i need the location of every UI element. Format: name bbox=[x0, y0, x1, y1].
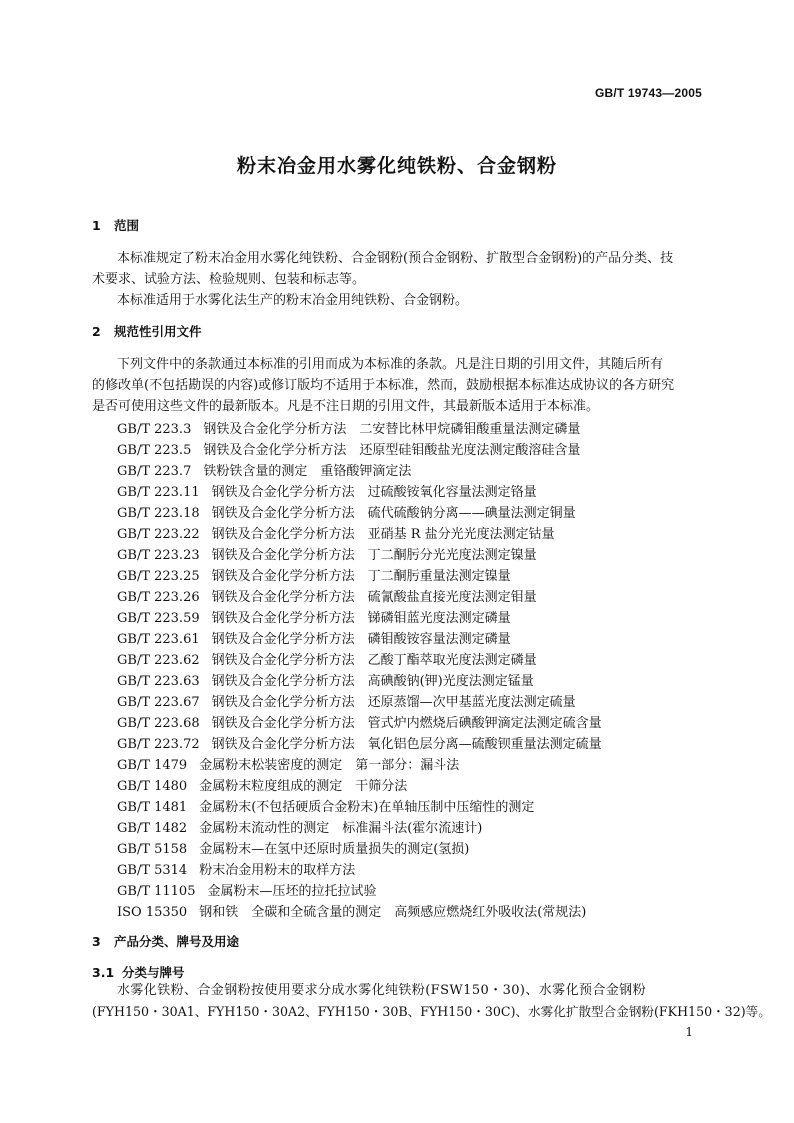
reference-title: 钢和铁 全碳和全硫含量的测定 高频感应燃烧红外吸收法(常规法) bbox=[199, 905, 587, 920]
reference-code: GB/T 223.59 bbox=[117, 611, 200, 626]
reference-code: GB/T 5158 bbox=[117, 842, 188, 857]
reference-item bbox=[117, 607, 511, 626]
reference-item bbox=[117, 439, 580, 458]
reference-title: 钢铁及合金化学分析方法 磷钼酸铵容量法测定磷量 bbox=[211, 632, 511, 647]
reference-item bbox=[117, 586, 537, 605]
reference-title: 钢铁及合金化学分析方法 过硫酸铵氧化容量法测定铬量 bbox=[211, 485, 537, 500]
paragraph-scope-line-2: 术要求、试验方法、检验规则、包装和标志等。 bbox=[92, 272, 366, 287]
reference-item bbox=[117, 502, 576, 521]
section-title: 产品分类、牌号及用途 bbox=[114, 934, 240, 949]
document-title: 粉末冶金用水雾化纯铁粉、合金钢粉 bbox=[236, 155, 557, 177]
reference-item bbox=[117, 775, 407, 794]
section-title: 分类与牌号 bbox=[122, 965, 185, 980]
reference-code: GB/T 1481 bbox=[117, 800, 188, 815]
section-title: 规范性引用文件 bbox=[114, 324, 202, 339]
reference-item bbox=[117, 754, 459, 773]
reference-title: 钢铁及合金化学分析方法 锑磷钼蓝光度法测定磷量 bbox=[211, 611, 511, 626]
section-number: 3 bbox=[92, 934, 101, 949]
reference-code: GB/T 223.22 bbox=[117, 527, 200, 542]
reference-title: 金属粉末(不包括硬质合金粉末)在单轴压制中压缩性的测定 bbox=[199, 800, 535, 815]
reference-code: GB/T 223.25 bbox=[117, 569, 200, 584]
reference-title: 钢铁及合金化学分析方法 二安替比林甲烷磷钼酸重量法测定磷量 bbox=[203, 422, 581, 437]
reference-title: 钢铁及合金化学分析方法 还原蒸馏—次甲基蓝光度法测定硫量 bbox=[211, 695, 576, 710]
section-number: 3.1 bbox=[92, 965, 115, 980]
reference-code: GB/T 223.62 bbox=[117, 653, 200, 668]
reference-item bbox=[117, 880, 377, 899]
reference-title: 钢铁及合金化学分析方法 还原型硅钼酸盐光度法测定酸溶硅含量 bbox=[203, 443, 581, 458]
section-number: 1 bbox=[92, 218, 101, 233]
reference-item bbox=[117, 796, 534, 815]
reference-title: 钢铁及合金化学分析方法 丁二酮肟分光光度法测定镍量 bbox=[211, 548, 537, 563]
reference-item bbox=[117, 481, 537, 500]
paragraph-classification-line-1: 水雾化铁粉、合金钢粉按使用要求分成水雾化纯铁粉(FSW150・30)、水雾化预合金钢粉 bbox=[117, 983, 646, 998]
reference-title: 金属粉末—在氢中还原时质量损失的测定(氢损) bbox=[199, 842, 470, 857]
reference-code: GB/T 223.23 bbox=[117, 548, 200, 563]
section-2-heading bbox=[92, 322, 202, 340]
section-number: 2 bbox=[92, 324, 101, 339]
reference-code: GB/T 1479 bbox=[117, 758, 188, 773]
reference-title: 粉末冶金用粉末的取样方法 bbox=[199, 863, 356, 878]
reference-title: 铁粉铁含量的测定 重铬酸钾滴定法 bbox=[203, 464, 412, 479]
section-3-1-heading bbox=[92, 963, 185, 981]
reference-code: GB/T 11105 bbox=[117, 884, 196, 899]
paragraph-normative-line-1: 下列文件中的条款通过本标准的引用而成为本标准的条款。凡是注日期的引用文件，其随后所有 bbox=[117, 357, 664, 372]
reference-item bbox=[117, 712, 602, 731]
page-number: 1 bbox=[685, 1025, 693, 1039]
reference-code: GB/T 223.72 bbox=[117, 737, 200, 752]
paragraph-scope-line-1: 本标准规定了粉末冶金用水雾化纯铁粉、合金钢粉(预合金钢粉、扩散型合金钢粉)的产品分类、技 bbox=[117, 251, 674, 266]
reference-code: GB/T 223.11 bbox=[117, 485, 200, 500]
reference-item bbox=[117, 628, 511, 647]
paragraph-normative-line-3: 是否可使用这些文件的最新版本。凡是不注日期的引用文件，其最新版本适用于本标准。 bbox=[92, 399, 600, 414]
reference-item bbox=[117, 859, 355, 878]
reference-title: 钢铁及合金化学分析方法 高碘酸钠(钾)光度法测定锰量 bbox=[211, 674, 534, 689]
reference-code: GB/T 223.63 bbox=[117, 674, 200, 689]
reference-item bbox=[117, 901, 586, 920]
reference-item bbox=[117, 418, 580, 437]
reference-code: GB/T 1480 bbox=[117, 779, 188, 794]
reference-code: GB/T 223.68 bbox=[117, 716, 200, 731]
paragraph-normative-line-2: 的修改单(不包括勘误的内容)或修订版均不适用于本标准，然而，鼓励根据本标准达成协议的各方研究 bbox=[92, 378, 675, 393]
section-title: 范围 bbox=[114, 218, 140, 233]
reference-title: 金属粉末流动性的测定 标准漏斗法(霍尔流速计) bbox=[199, 821, 483, 836]
reference-item bbox=[117, 565, 511, 584]
reference-code: GB/T 223.3 bbox=[117, 422, 192, 437]
section-1-heading bbox=[92, 216, 139, 234]
standard-number: GB/T 19743—2005 bbox=[594, 86, 702, 100]
reference-title: 金属粉末—压坯的拉托拉试验 bbox=[207, 884, 377, 899]
reference-title: 钢铁及合金化学分析方法 管式炉内燃烧后碘酸钾滴定法测定硫含量 bbox=[211, 716, 602, 731]
reference-item bbox=[117, 649, 537, 668]
reference-item bbox=[117, 523, 555, 542]
reference-code: GB/T 223.18 bbox=[117, 506, 200, 521]
reference-title: 金属粉末粒度组成的测定 干筛分法 bbox=[199, 779, 408, 794]
reference-code: ISO 15350 bbox=[117, 905, 188, 920]
reference-code: GB/T 223.7 bbox=[117, 464, 192, 479]
reference-item bbox=[117, 817, 482, 836]
reference-code: GB/T 5314 bbox=[117, 863, 188, 878]
reference-item bbox=[117, 670, 534, 689]
reference-item bbox=[117, 838, 469, 857]
reference-code: GB/T 223.67 bbox=[117, 695, 200, 710]
reference-code: GB/T 1482 bbox=[117, 821, 188, 836]
paragraph-applicability: 本标准适用于水雾化法生产的粉末冶金用纯铁粉、合金钢粉。 bbox=[117, 293, 469, 308]
reference-item bbox=[117, 460, 411, 479]
reference-title: 钢铁及合金化学分析方法 硫氰酸盐直接光度法测定钼量 bbox=[211, 590, 537, 605]
reference-code: GB/T 223.61 bbox=[117, 632, 200, 647]
reference-item bbox=[117, 733, 602, 752]
reference-title: 钢铁及合金化学分析方法 氧化铝色层分离—硫酸钡重量法测定硫量 bbox=[211, 737, 602, 752]
reference-title: 钢铁及合金化学分析方法 硫代硫酸钠分离——碘量法测定铜量 bbox=[211, 506, 576, 521]
reference-title: 金属粉末松装密度的测定 第一部分：漏斗法 bbox=[199, 758, 460, 773]
reference-item bbox=[117, 544, 537, 563]
section-3-heading bbox=[92, 932, 239, 950]
reference-title: 钢铁及合金化学分析方法 乙酸丁酯萃取光度法测定磷量 bbox=[211, 653, 537, 668]
reference-title: 钢铁及合金化学分析方法 亚硝基 R 盐分光光度法测定钴量 bbox=[211, 527, 555, 542]
reference-code: GB/T 223.5 bbox=[117, 443, 192, 458]
reference-code: GB/T 223.26 bbox=[117, 590, 200, 605]
reference-item bbox=[117, 691, 576, 710]
paragraph-classification-line-2: (FYH150・30A1、FYH150・30A2、FYH150・30B、FYH150・30C)、水雾化扩散型合金钢粉(FKH150・32)等。 bbox=[92, 1004, 771, 1019]
reference-title: 钢铁及合金化学分析方法 丁二酮肟重量法测定镍量 bbox=[211, 569, 511, 584]
